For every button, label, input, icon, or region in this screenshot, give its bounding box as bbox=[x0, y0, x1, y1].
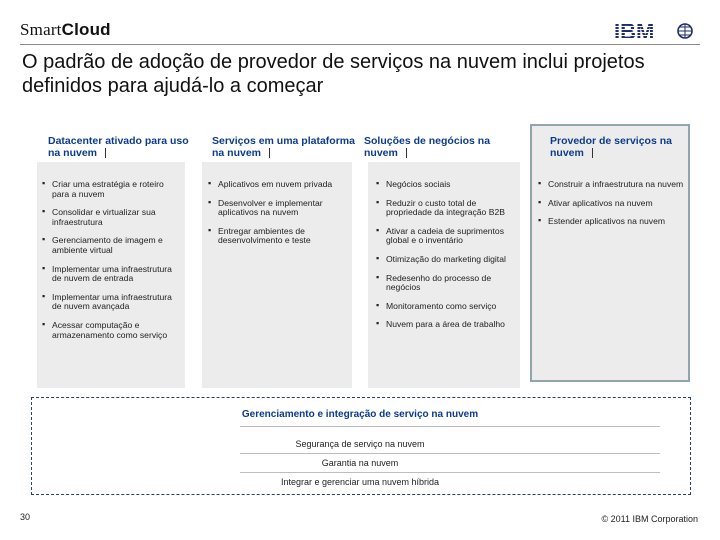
column-heading-text: Serviços em uma plataforma na nuvem bbox=[212, 135, 355, 159]
column-heading-text: Soluções de negócios na nuvem bbox=[364, 135, 491, 159]
brand-prefix: Smart bbox=[20, 20, 62, 39]
management-divider bbox=[240, 426, 660, 427]
list-item: ▪ Acessar computação e armazenamento como serviço bbox=[42, 321, 182, 340]
list-item: ▪ Construir a infraestrutura na nuvem bbox=[538, 180, 684, 190]
list-item: ▪ Reduzir o custo total de propriedade da integração B2B bbox=[376, 199, 516, 218]
brand-suffix: Cloud bbox=[61, 20, 111, 39]
heading-tick bbox=[105, 148, 106, 158]
management-divider bbox=[240, 472, 660, 473]
list-item: ▪ Otimização do marketing digital bbox=[376, 255, 516, 265]
column-heading-solutions bbox=[364, 135, 504, 159]
column-heading-datacenter bbox=[48, 135, 198, 159]
ibm-logo-text: IBM bbox=[614, 19, 655, 44]
management-line: Integrar e gerenciar uma nuvem híbrida bbox=[280, 477, 440, 487]
header-rule bbox=[20, 44, 700, 45]
column-heading-text: Datacenter ativado para uso na nuvem bbox=[48, 135, 189, 159]
heading-tick bbox=[592, 148, 593, 158]
heading-tick bbox=[269, 148, 270, 158]
heading-tick bbox=[406, 148, 407, 158]
column-heading-provider bbox=[550, 135, 680, 159]
column-provider-box bbox=[530, 124, 690, 382]
page-number: 30 bbox=[20, 512, 31, 522]
management-divider bbox=[240, 453, 660, 454]
list-item: ▪ Ativar aplicativos na nuvem bbox=[538, 199, 684, 209]
column-list-datacenter bbox=[42, 180, 182, 349]
management-title: Gerenciamento e integração de serviço na nuvem bbox=[241, 409, 479, 420]
column-heading-platform bbox=[212, 135, 362, 159]
list-item: ▪ Consolidar e virtualizar sua infraestrutura bbox=[42, 208, 182, 227]
column-heading-text: Provedor de serviços na nuvem bbox=[550, 135, 672, 159]
copyright: © 2011 IBM Corporation bbox=[601, 514, 698, 524]
list-item: ▪ Implementar uma infraestrutura de nuvem de entrada bbox=[42, 265, 182, 284]
list-item: ▪ Negócios sociais bbox=[376, 180, 516, 190]
management-line: Garantia na nuvem bbox=[321, 458, 399, 468]
list-item: ▪ Desenvolver e implementar aplicativos na nuvem bbox=[208, 199, 348, 218]
list-item: ▪ Gerenciamento de imagem e ambiente virtual bbox=[42, 236, 182, 255]
management-line: Segurança de serviço na nuvem bbox=[295, 439, 425, 449]
list-item: ▪ Implementar uma infraestrutura de nuvem avançada bbox=[42, 293, 182, 312]
list-item: ▪ Redesenho do processo de negócios bbox=[376, 274, 516, 293]
ibm-logo bbox=[612, 18, 698, 44]
column-list-platform bbox=[208, 180, 348, 255]
list-item: ▪ Criar uma estratégia e roteiro para a nuvem bbox=[42, 180, 182, 199]
list-item: ▪ Entregar ambientes de desenvolvimento e teste bbox=[208, 227, 348, 246]
list-item: ▪ Nuvem para a área de trabalho bbox=[376, 320, 516, 330]
globe-icon bbox=[678, 24, 692, 38]
brand-wordmark bbox=[20, 20, 111, 40]
column-list-provider bbox=[538, 180, 684, 236]
column-list-solutions bbox=[376, 180, 516, 339]
ibm-logo-icon bbox=[612, 18, 698, 44]
list-item: ▪ Monitoramento como serviço bbox=[376, 302, 516, 312]
list-item: ▪ Aplicativos em nuvem privada bbox=[208, 180, 348, 190]
list-item: ▪ Estender aplicativos na nuvem bbox=[538, 217, 684, 227]
list-item: ▪ Ativar a cadeia de suprimentos global e o inventário bbox=[376, 227, 516, 246]
page-title: O padrão de adoção de provedor de serviços na nuvem inclui projetos definidos para ajudá-lo a começar bbox=[22, 51, 645, 97]
